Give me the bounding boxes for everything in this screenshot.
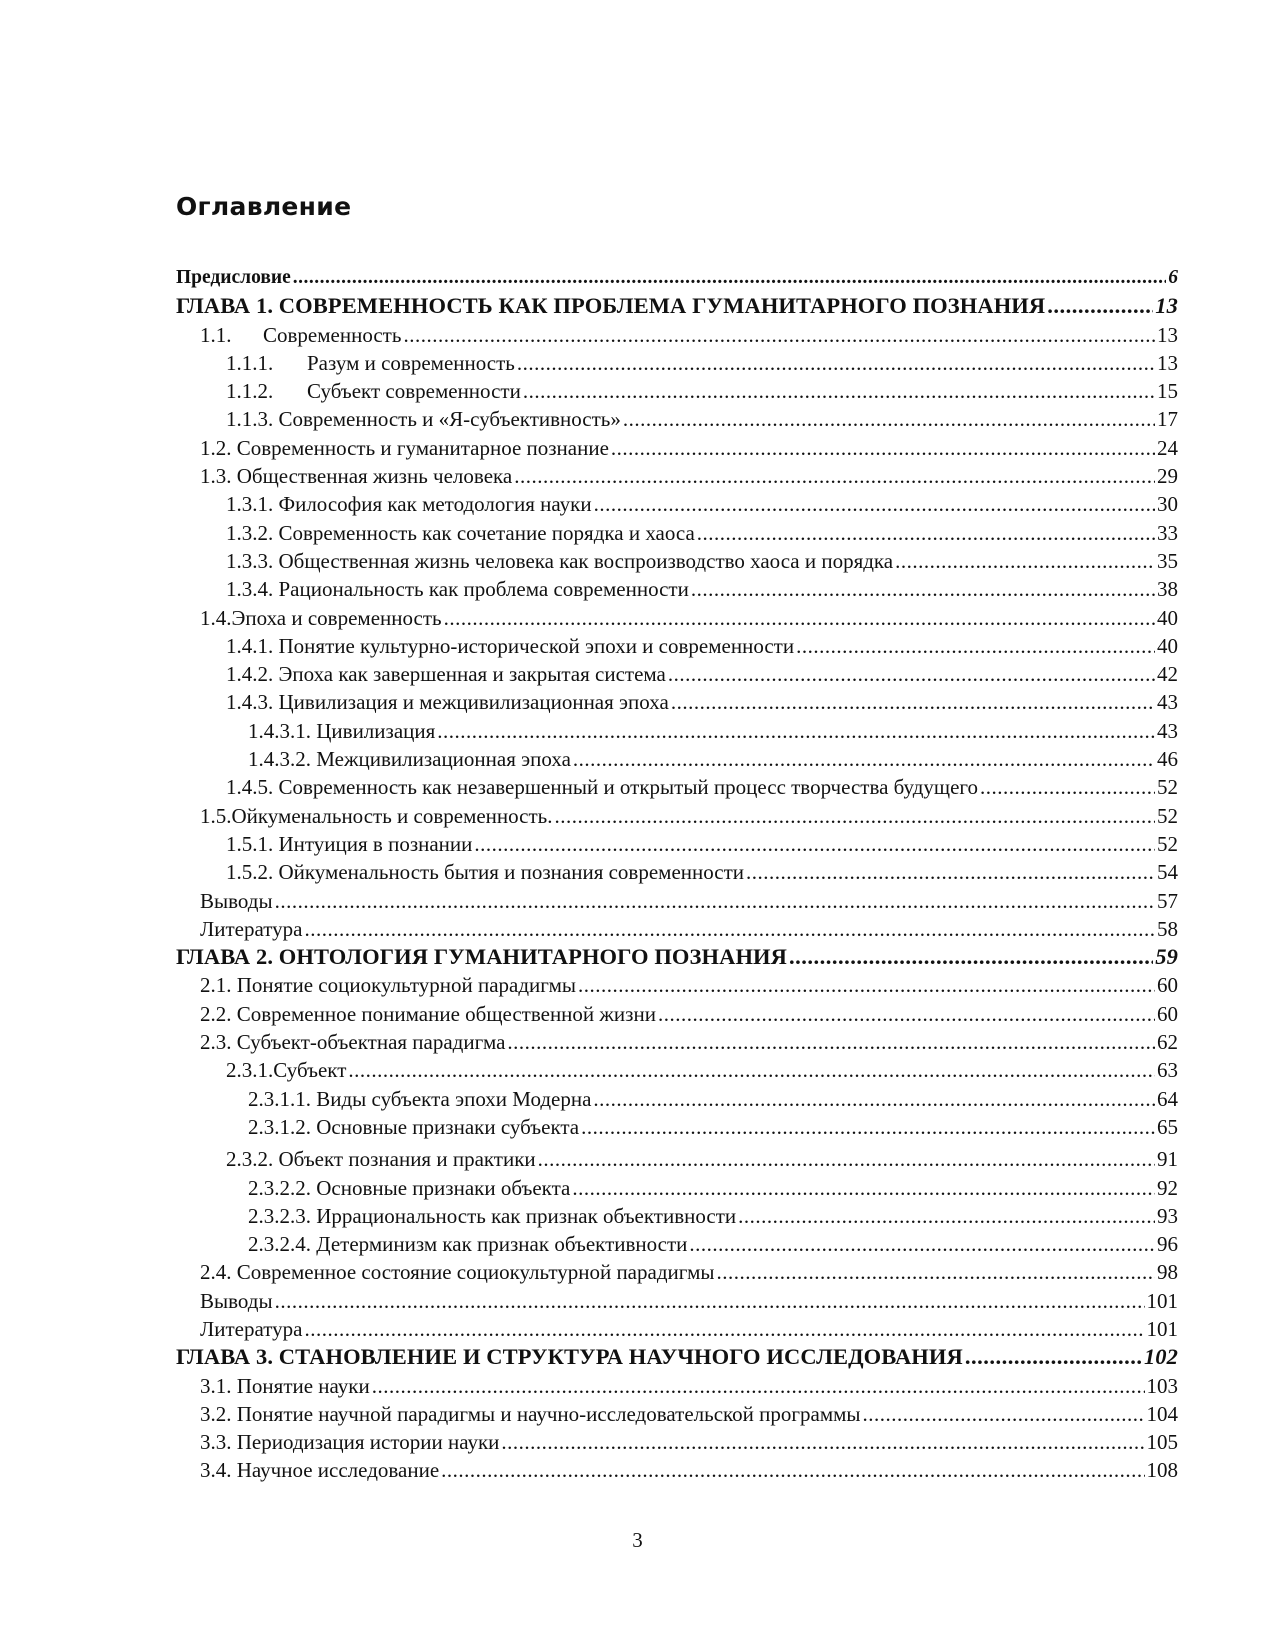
toc-dot-leader xyxy=(441,1456,1144,1484)
toc-dot-leader xyxy=(668,660,1155,688)
toc-entry-title: 1.4.2. Эпоха как завершенная и закрытая система xyxy=(226,662,666,687)
toc-entry[interactable] xyxy=(200,1287,1178,1315)
toc-entry[interactable] xyxy=(200,802,1178,830)
toc-dot-leader xyxy=(658,1000,1155,1028)
toc-dot-leader xyxy=(863,1400,1145,1428)
toc-entry-page: 98 xyxy=(1157,1260,1178,1285)
toc-dot-leader xyxy=(581,1113,1155,1141)
toc-dot-leader xyxy=(611,434,1155,462)
toc-entry-page: 38 xyxy=(1157,577,1178,602)
toc-entry-title: Предисловие xyxy=(176,267,291,288)
toc-entry-title: 2.4. Современное состояние социокультурной парадигмы xyxy=(200,1260,715,1285)
toc-entry[interactable] xyxy=(226,632,1178,660)
toc-entry-title: 2.3.2. Объект познания и практики xyxy=(226,1147,536,1172)
toc-chapter-entry[interactable] xyxy=(176,943,1178,971)
toc-dot-leader xyxy=(403,321,1155,349)
toc-dot-leader xyxy=(578,971,1155,999)
toc-entry-page: 93 xyxy=(1157,1203,1178,1228)
toc-entry-title: 2.3.1.2. Основные признаки субъекта xyxy=(248,1114,580,1139)
toc-entry-page: 101 xyxy=(1146,1288,1178,1313)
toc-entry-title: 2.3.1.1. Виды субъекта эпохи Модерна xyxy=(248,1086,592,1111)
toc-entry[interactable] xyxy=(200,915,1178,943)
toc-entry-page: 65 xyxy=(1157,1114,1178,1139)
toc-dot-leader xyxy=(304,915,1155,943)
toc-dot-leader xyxy=(538,1145,1155,1173)
toc-entry-page: 43 xyxy=(1157,690,1178,715)
toc-entry[interactable] xyxy=(226,349,1178,377)
toc-entry-page: 92 xyxy=(1157,1175,1178,1200)
toc-entry-title: 1.4.Эпоха и современность xyxy=(200,605,442,630)
toc-entry[interactable] xyxy=(200,1372,1178,1400)
toc-entry-page: 104 xyxy=(1146,1401,1178,1426)
toc-entry-title: 2.3.2.4. Детерминизм как признак объективности xyxy=(248,1232,688,1257)
toc-entry-page: 96 xyxy=(1157,1232,1178,1257)
toc-entry[interactable] xyxy=(248,1174,1178,1202)
toc-entry-title: 1.3. Общественная жизнь человека xyxy=(200,464,513,489)
toc-entry-title: Литература xyxy=(200,1316,303,1341)
toc-entry-title: Разум и современность xyxy=(307,350,515,375)
toc-entry-page: 52 xyxy=(1157,775,1178,800)
toc-entry-title: 2.3.2.2. Основные признаки объекта xyxy=(248,1175,571,1200)
toc-entry-title: 1.5.Ойкуменальность и современность. xyxy=(200,803,553,828)
toc-entry[interactable] xyxy=(248,717,1178,745)
toc-dot-leader xyxy=(555,802,1155,830)
toc-entry-page: 64 xyxy=(1157,1086,1178,1111)
toc-entry-title: 1.4.5. Современность как незавершенный и открытый процесс творчества будущего xyxy=(226,775,979,800)
toc-dot-leader xyxy=(716,1258,1155,1286)
toc-entry-page: 60 xyxy=(1157,1001,1178,1026)
toc-entry-number: 1.1.2. xyxy=(226,379,274,404)
toc-entry-page: 33 xyxy=(1157,520,1178,545)
toc-entry-page: 59 xyxy=(1155,944,1178,970)
toc-entry[interactable] xyxy=(200,1258,1178,1286)
toc-entry[interactable] xyxy=(200,604,1178,632)
toc-dot-leader xyxy=(671,688,1155,716)
toc-entry-title: 1.3.2. Современность как сочетание порядка и хаоса xyxy=(226,520,695,545)
toc-entry[interactable] xyxy=(200,462,1178,490)
toc-dot-leader xyxy=(965,1343,1142,1371)
toc-entry[interactable] xyxy=(200,1456,1178,1484)
toc-entry-page: 62 xyxy=(1157,1030,1178,1055)
toc-entry[interactable] xyxy=(226,858,1178,886)
toc-entry-title: 1.4.1. Понятие культурно-исторической эпохи и современности xyxy=(226,633,795,658)
toc-entry-title: 3.1. Понятие науки xyxy=(200,1373,370,1398)
toc-entry[interactable] xyxy=(226,1056,1178,1084)
toc-entry[interactable] xyxy=(226,519,1178,547)
toc-dot-leader xyxy=(697,519,1155,547)
toc-dot-leader xyxy=(789,943,1153,971)
toc-entry[interactable] xyxy=(226,405,1178,433)
toc-entry-title: 1.4.3.2. Межцивилизационная эпоха xyxy=(248,747,571,772)
toc-entry[interactable] xyxy=(226,773,1178,801)
toc-entry-title: 3.3. Периодизация истории науки xyxy=(200,1430,500,1455)
toc-entry-page: 13 xyxy=(1157,322,1178,347)
toc-chapter-entry[interactable] xyxy=(176,1343,1178,1371)
toc-entry-title: Выводы xyxy=(200,1288,273,1313)
toc-entry-title: ГЛАВА 2. ОНТОЛОГИЯ ГУМАНИТАРНОГО ПОЗНАНИЯ xyxy=(176,944,788,970)
toc-entry-page: 13 xyxy=(1157,350,1178,375)
toc-entry[interactable] xyxy=(200,971,1178,999)
toc-entry-page: 30 xyxy=(1157,492,1178,517)
page-number: 3 xyxy=(632,1528,643,1552)
toc-dot-leader xyxy=(507,1028,1155,1056)
toc-entry-page: 6 xyxy=(1168,267,1178,288)
toc-entry[interactable] xyxy=(200,1400,1178,1428)
toc-entry-page: 103 xyxy=(1146,1373,1178,1398)
toc-entry-title: 1.3.4. Рациональность как проблема современности xyxy=(226,577,689,602)
toc-entry[interactable] xyxy=(200,1428,1178,1456)
toc-entry-page: 42 xyxy=(1157,662,1178,687)
toc-entry-title: Литература xyxy=(200,916,303,941)
toc-entry-title: ГЛАВА 3. СТАНОВЛЕНИЕ И СТРУКТУРА НАУЧНОГО ИССЛЕДОВАНИЯ xyxy=(176,1344,963,1370)
toc-dot-leader xyxy=(474,830,1155,858)
toc-dot-leader xyxy=(623,405,1155,433)
toc-entry-title: 2.3. Субъект-объектная парадигма xyxy=(200,1030,506,1055)
toc-entry-page: 52 xyxy=(1157,803,1178,828)
toc-entry[interactable] xyxy=(248,1202,1178,1230)
toc-dot-leader xyxy=(275,887,1155,915)
toc-preface-entry[interactable] xyxy=(176,264,1178,292)
toc-entry-number: 1.1. xyxy=(200,322,232,347)
toc-entry-title: 3.2. Понятие научной парадигмы и научно-исследовательской программы xyxy=(200,1401,861,1426)
toc-entry[interactable] xyxy=(200,1315,1178,1343)
toc-dot-leader xyxy=(372,1372,1145,1400)
toc-dot-leader xyxy=(501,1428,1144,1456)
toc-dot-leader xyxy=(514,462,1155,490)
toc-entry-title: Современность xyxy=(263,322,402,347)
toc-entry-title: 1.4.3.1. Цивилизация xyxy=(248,718,436,743)
toc-dot-leader xyxy=(517,349,1155,377)
toc-entry-page: 60 xyxy=(1157,973,1178,998)
toc-entry[interactable] xyxy=(200,1028,1178,1056)
toc-entry-page: 91 xyxy=(1157,1147,1178,1172)
toc-entry-page: 35 xyxy=(1157,548,1178,573)
table-of-contents xyxy=(0,264,1275,1485)
toc-dot-leader xyxy=(738,1202,1155,1230)
toc-entry-page: 46 xyxy=(1157,747,1178,772)
toc-entry-page: 24 xyxy=(1157,435,1178,460)
toc-entry[interactable] xyxy=(248,1113,1178,1141)
toc-dot-leader xyxy=(304,1315,1144,1343)
toc-dot-leader xyxy=(746,858,1155,886)
toc-dot-leader xyxy=(523,377,1155,405)
toc-entry-title: 3.4. Научное исследование xyxy=(200,1458,440,1483)
toc-entry-title: 2.1. Понятие социокультурной парадигмы xyxy=(200,973,577,998)
toc-dot-leader xyxy=(796,632,1155,660)
toc-entry-title: 1.5.1. Интуиция в познании xyxy=(226,831,473,856)
toc-entry-page: 15 xyxy=(1157,379,1178,404)
toc-entry-title: 1.5.2. Ойкуменальность бытия и познания современности xyxy=(226,860,745,885)
toc-entry[interactable] xyxy=(226,490,1178,518)
toc-entry-page: 13 xyxy=(1155,293,1178,319)
toc-dot-leader xyxy=(691,575,1155,603)
toc-entry[interactable] xyxy=(200,887,1178,915)
toc-entry[interactable] xyxy=(248,1085,1178,1113)
toc-entry-title: ГЛАВА 1. СОВРЕМЕННОСТЬ КАК ПРОБЛЕМА ГУМАНИТАРНОГО ПОЗНАНИЯ xyxy=(176,293,1046,319)
toc-entry[interactable] xyxy=(248,1230,1178,1258)
toc-entry[interactable] xyxy=(226,377,1178,405)
toc-entry[interactable] xyxy=(226,830,1178,858)
toc-entry[interactable] xyxy=(226,547,1178,575)
toc-entry-page: 29 xyxy=(1157,464,1178,489)
toc-dot-leader xyxy=(444,604,1155,632)
toc-dot-leader xyxy=(293,264,1166,292)
toc-entry-title: 2.3.2.3. Иррациональность как признак объективности xyxy=(248,1203,737,1228)
toc-entry-page: 43 xyxy=(1157,718,1178,743)
toc-entry[interactable] xyxy=(200,321,1178,349)
toc-entry-title: 1.3.1. Философия как методология науки xyxy=(226,492,592,517)
toc-entry-title: Выводы xyxy=(200,888,273,913)
toc-dot-leader xyxy=(572,1174,1155,1202)
toc-entry-page: 63 xyxy=(1157,1058,1178,1083)
toc-dot-leader xyxy=(895,547,1155,575)
toc-entry-page: 40 xyxy=(1157,633,1178,658)
toc-entry-page: 101 xyxy=(1146,1316,1178,1341)
toc-entry[interactable] xyxy=(200,1000,1178,1028)
toc-entry-title: 2.3.1.Субъект xyxy=(226,1058,347,1083)
toc-dot-leader xyxy=(980,773,1155,801)
toc-dot-leader xyxy=(437,717,1155,745)
toc-dot-leader xyxy=(594,490,1155,518)
toc-dot-leader xyxy=(593,1085,1155,1113)
toc-entry-title: 1.3.3. Общественная жизнь человека как воспроизводство хаоса и порядка xyxy=(226,548,894,573)
toc-entry-title: 1.4.3. Цивилизация и межцивилизационная эпоха xyxy=(226,690,669,715)
toc-entry-page: 108 xyxy=(1146,1458,1178,1483)
toc-entry-title: 1.2. Современность и гуманитарное познание xyxy=(200,435,609,460)
toc-entry[interactable] xyxy=(226,575,1178,603)
toc-chapter-entry[interactable] xyxy=(176,292,1178,320)
toc-entry-number: 1.1.1. xyxy=(226,350,274,375)
toc-dot-leader xyxy=(573,745,1155,773)
toc-dot-leader xyxy=(348,1056,1155,1084)
toc-entry[interactable] xyxy=(248,745,1178,773)
toc-entry-page: 40 xyxy=(1157,605,1178,630)
toc-entry-title: 1.1.3. Современность и «Я-субъективность» xyxy=(226,407,621,432)
toc-entry-page: 105 xyxy=(1146,1430,1178,1455)
toc-entry-page: 58 xyxy=(1157,916,1178,941)
toc-entry-page: 102 xyxy=(1143,1344,1178,1370)
toc-entry[interactable] xyxy=(226,660,1178,688)
toc-dot-leader xyxy=(689,1230,1155,1258)
toc-entry-title: 2.2. Современное понимание общественной жизни xyxy=(200,1001,656,1026)
toc-entry-title: Субъект современности xyxy=(307,379,521,404)
toc-entry-page: 52 xyxy=(1157,831,1178,856)
toc-entry[interactable] xyxy=(226,1145,1178,1173)
toc-entry-page: 57 xyxy=(1157,888,1178,913)
toc-dot-leader xyxy=(1047,292,1153,320)
toc-entry-page: 17 xyxy=(1157,407,1178,432)
toc-entry[interactable] xyxy=(226,688,1178,716)
toc-entry[interactable] xyxy=(200,434,1178,462)
toc-dot-leader xyxy=(275,1287,1145,1315)
toc-entry-page: 54 xyxy=(1157,860,1178,885)
toc-title: Оглавление xyxy=(176,192,352,221)
